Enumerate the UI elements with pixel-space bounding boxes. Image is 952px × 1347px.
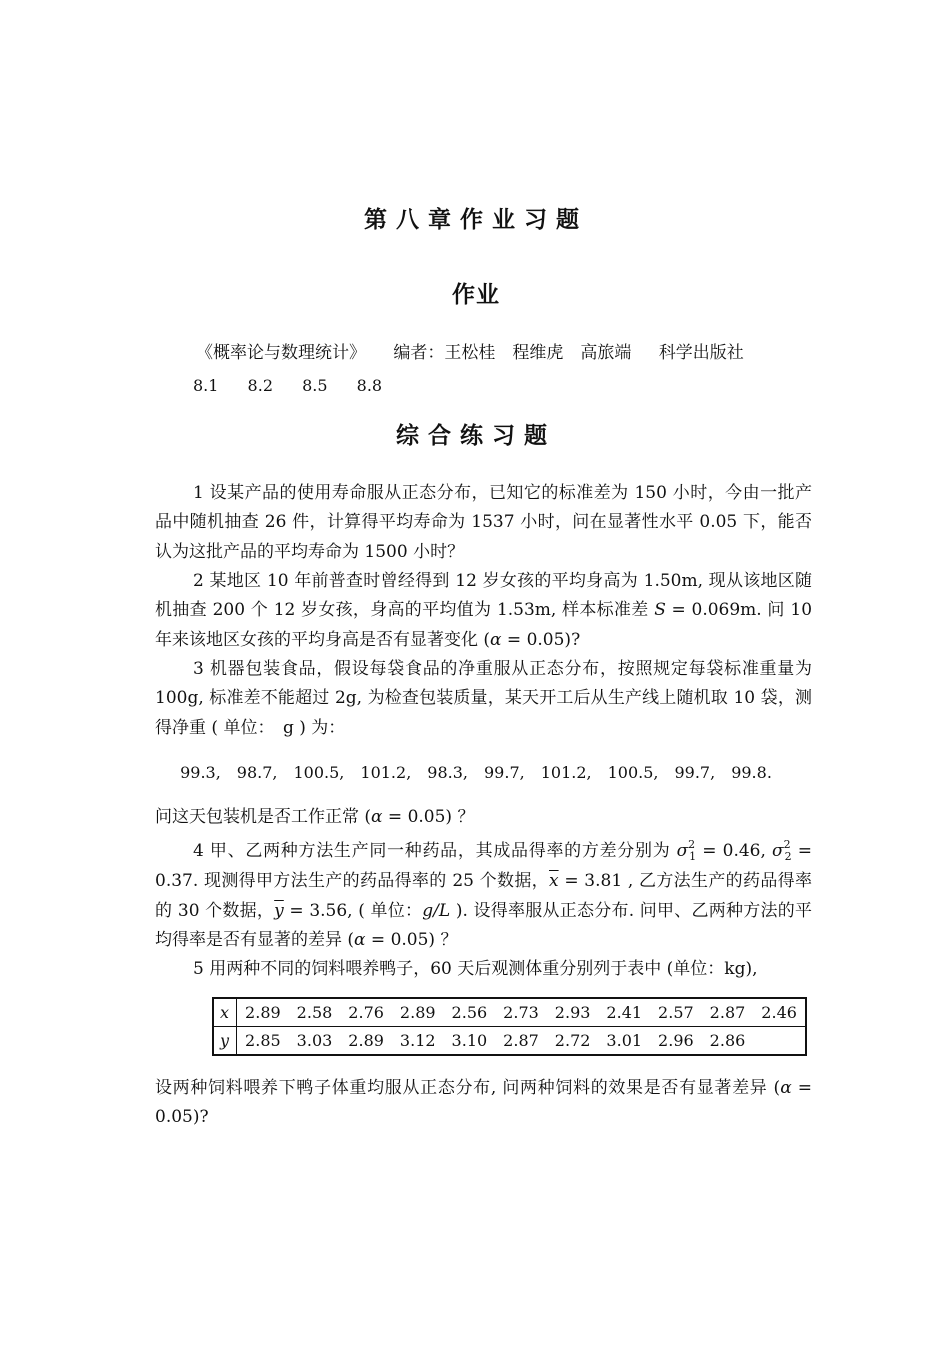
exercise-3: 3 机器包装食品，假设每袋食品的净重服从正态分布，按照规定每袋标准重量为 100g, 标准差不能超过 2g, 为检查包装质量，某天开工后从生产线上随机取 10 袋，测得净重 ( 单位： g ) 为： <box>155 659 812 738</box>
exercise-5: 5 用两种不同的饲料喂养鸭子，60 天后观测体重分别列于表中 (单位：kg), <box>193 959 758 979</box>
exercise-3-question-b: = 0.05) ？ <box>382 807 475 827</box>
exercise-3-question-a: 问这天包装机是否工作正常 ( <box>155 807 372 827</box>
textbook-publisher: 科学出版社 <box>658 343 744 363</box>
table-cell: 2.72 <box>554 1031 591 1050</box>
table-cell: 2.56 <box>444 998 496 1027</box>
exercise-4-text-f: ). 设得率服从正态分布. 问甲、乙两种方法的平均得率是否有显著的差异 ( <box>155 900 812 950</box>
sample-std-symbol: S <box>654 600 666 621</box>
table-cell: 2.73 <box>495 998 547 1027</box>
table-cell: 2.85 <box>245 1031 281 1050</box>
exercise-3-data: 99.3, 98.7, 100.5, 101.2, 98.3, 99.7, 101.2, 100.5, 99.7, 99.8. <box>180 763 772 782</box>
table-row-x <box>213 998 806 1027</box>
assigned-problems <box>193 373 406 399</box>
exercise-2 <box>155 567 812 655</box>
alpha-symbol: α <box>371 807 383 827</box>
table-cell: 3.03 <box>296 1031 333 1050</box>
row-label-y: y <box>213 1027 237 1056</box>
exercise-5-question-a: 设两种饲料喂养下鸭子体重均服从正态分布, 问两种饲料的效果是否有显著差异 ( <box>155 1078 781 1098</box>
y-bar-symbol: $\overline{y}$ <box>274 900 284 921</box>
exercise-4-text-a: 4 甲、乙两种方法生产同一种药品，其成品得率的方差分别为 <box>193 841 677 861</box>
table-cell: 2.46 <box>753 998 806 1027</box>
textbook-reference <box>196 340 766 366</box>
exercise-2-text-a: 2 某地区 10 年前普查时曾经得到 12 岁女孩的平均身高为 1.50m, 现从该地区随机抽查 200 个 12 岁女孩，身高的平均值为 1.53m, 样本标准差 <box>155 571 812 621</box>
table-cell: 2.58 <box>289 998 341 1027</box>
exercise-4-text-e: = 3.56, ( 单位： <box>283 900 423 921</box>
chapter-title: 第八章作业习题 <box>364 207 588 233</box>
table-cell: 2.89 <box>392 998 444 1027</box>
sigma-symbol: σ <box>772 841 784 861</box>
table-cell: 2.96 <box>658 1031 694 1050</box>
alpha-symbol: α <box>780 1078 792 1098</box>
exercise-4-text-g: = 0.05) ？ <box>365 929 458 950</box>
textbook-name: 《概率论与数理统计》 <box>196 343 366 363</box>
table-row-y <box>213 1027 806 1056</box>
superscript: 2 <box>688 838 696 851</box>
subscript: 1 <box>689 850 697 863</box>
table-cell: 2.87 <box>503 1031 539 1050</box>
table-cell: 2.76 <box>340 998 392 1027</box>
textbook-editors: 编者：王松桂 程维虎 高旅端 <box>393 343 632 363</box>
table-cell: 2.41 <box>598 998 650 1027</box>
table-cell: 3.12 <box>399 1031 436 1050</box>
exercise-4-text-b: = 0.46, <box>696 841 773 861</box>
subscript: 2 <box>784 850 792 863</box>
assigned-problem: 8.5 <box>302 376 328 395</box>
table-cell: 2.89 <box>237 998 289 1027</box>
exercise-5-question <box>155 1074 812 1133</box>
sigma-symbol: σ <box>676 841 689 861</box>
table-cell: 2.89 <box>348 1031 384 1050</box>
homework-heading: 作业 <box>452 282 500 308</box>
alpha-symbol: α <box>490 629 502 650</box>
exercise-3-question <box>155 803 812 832</box>
exercise-5-question-b: = 0.05)? <box>155 1078 812 1128</box>
exercise-4 <box>155 837 812 955</box>
table-cell: 2.87 <box>702 998 754 1027</box>
unit-symbol: g/L <box>422 900 451 921</box>
table-cell: 2.57 <box>650 998 702 1027</box>
x-bar-symbol: $\overline{x}$ <box>549 871 559 892</box>
exercise-2-text-b: = 0.069m. 问 10 年来该地区女孩的平均身高是否有显著变化 ( <box>155 600 813 650</box>
assigned-problem: 8.2 <box>247 376 273 395</box>
table-cell: 3.01 <box>606 1031 643 1050</box>
exercise-4-text-c: = 0.37. 现测得甲方法生产的药品得率的 25 个数据， <box>155 841 813 892</box>
assigned-problem: 8.1 <box>193 376 219 395</box>
table-cell: 2.86 <box>709 1031 746 1050</box>
exercise-1: 1 设某产品的使用寿命服从正态分布，已知它的标准差为 150 小时，今由一批产品中随机抽查 26 件，计算得平均寿命为 1537 小时，问在显著性水平 0.05 下，能否认为这批产品的平均寿命为 1500 小时？ <box>155 483 812 562</box>
row-label-x: x <box>213 998 237 1027</box>
alpha-symbol: α <box>354 929 366 950</box>
duck-weight-table <box>212 997 807 1056</box>
exercise-4-text-d: = 3.81 , 乙方法生产的药品得率的 30 个数据， <box>155 871 812 921</box>
superscript: 2 <box>783 838 791 851</box>
assigned-problem: 8.8 <box>356 376 383 395</box>
table-cell: 3.10 <box>451 1031 488 1050</box>
table-cell <box>753 1027 806 1056</box>
exercises-heading: 综合练习题 <box>396 423 556 449</box>
exercise-2-text-c: = 0.05)? <box>501 629 581 650</box>
table-cell: 2.93 <box>547 998 599 1027</box>
